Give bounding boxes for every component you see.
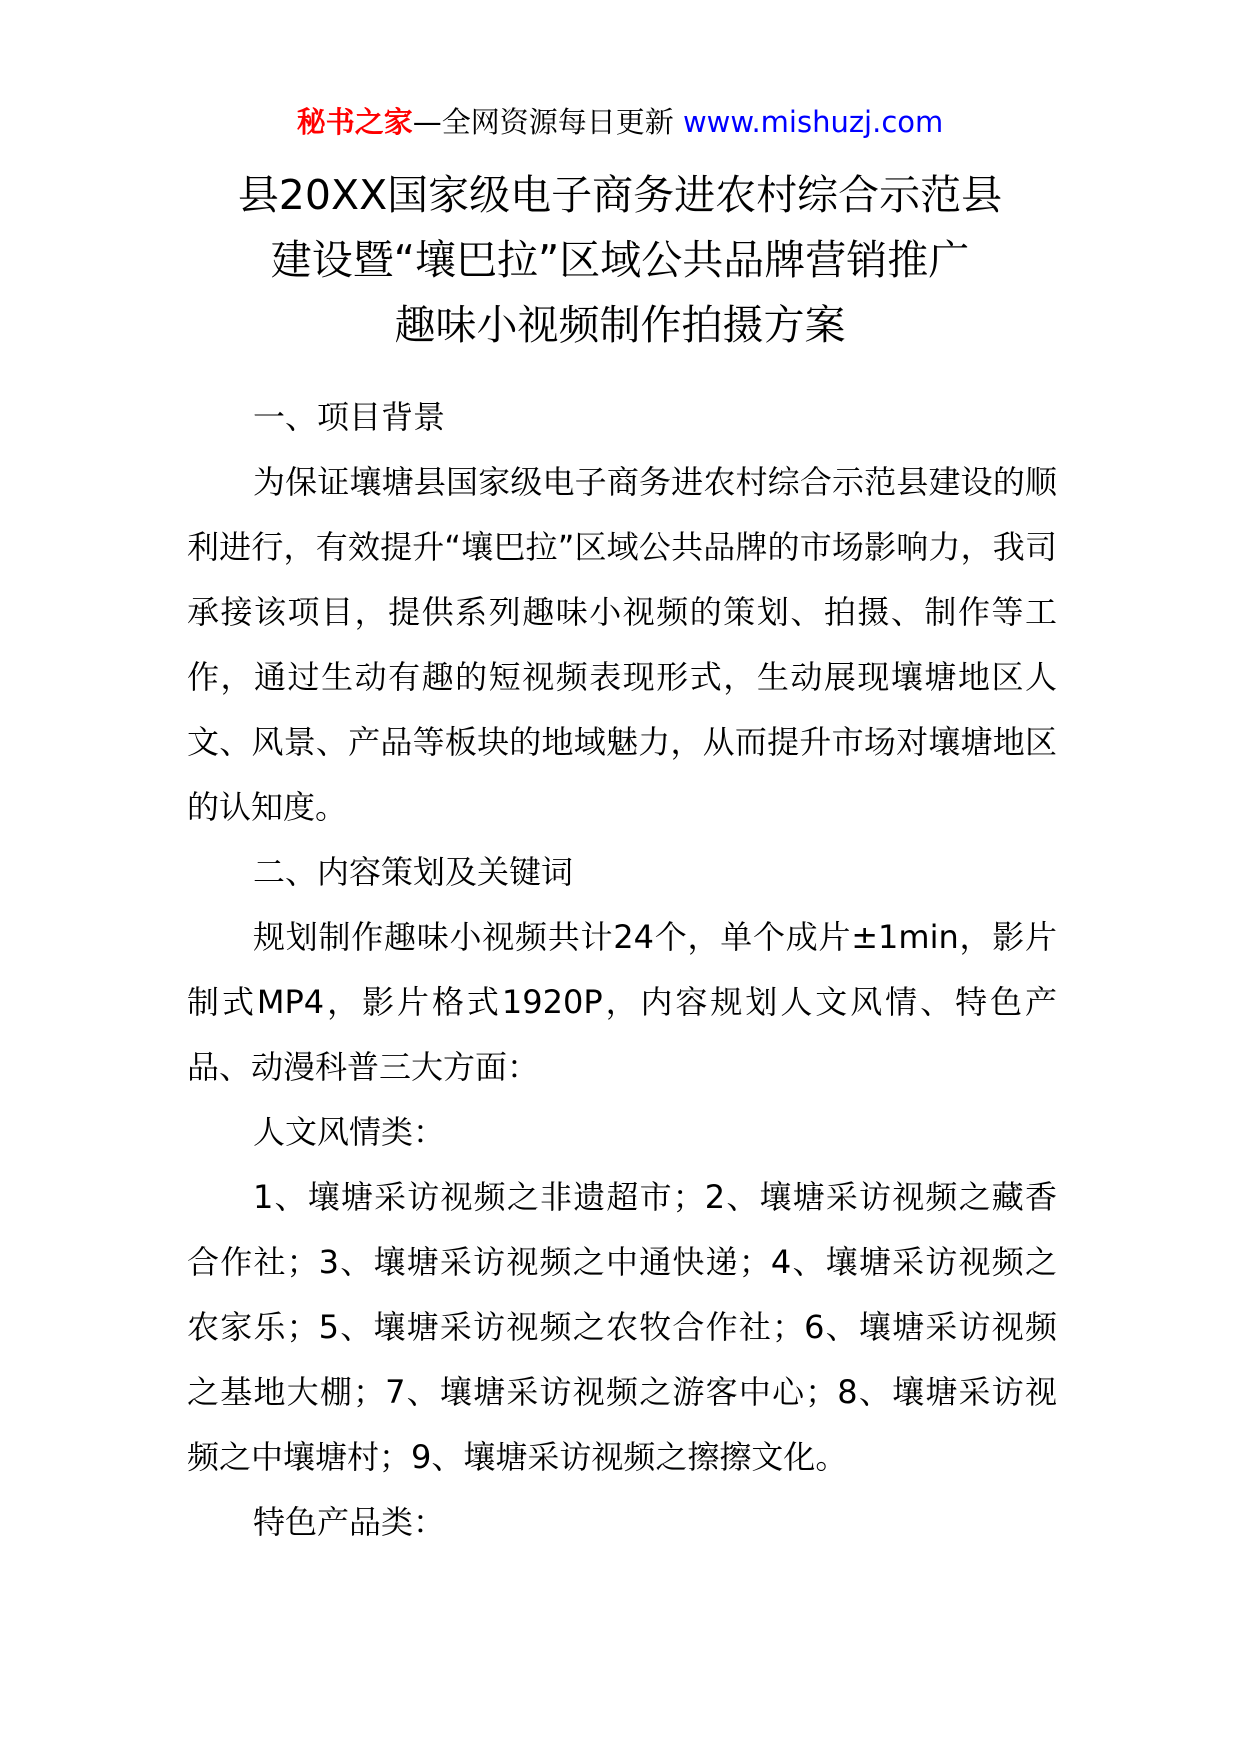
paragraph-background: 为保证壤塘县国家级电子商务进农村综合示范县建设的顺利进行，有效提升“壤巴拉”区域公共品牌的市场影响力，我司承接该项目，提供系列趣味小视频的策划、拍摄、制作等工作，通过生动有趣的短视频表现形式，生动展现壤塘地区人文、风景、产品等板块的地域魅力，从而提升市场对壤塘地区的认知度。 xyxy=(187,463,1057,826)
paragraph-culture-videos: 1、壤塘采访视频之非遗超市；2、壤塘采访视频之藏香合作社；3、壤塘采访视频之中通快递；4、壤塘采访视频之农家乐；5、壤塘采访视频之农牧合作社；6、壤塘采访视频之基地大棚；7、壤塘采访视频之游客中心；8、壤塘采访视频之中壤塘村；9、壤塘采访视频之擦擦文化。 xyxy=(187,1178,1057,1476)
page-header xyxy=(0,100,1240,144)
brand-name: 秘书之家 xyxy=(296,105,413,139)
site-url-link[interactable]: www.mishuzj.com xyxy=(682,105,944,139)
document-body xyxy=(187,385,1057,1555)
header-tagline: —全网资源每日更新 xyxy=(412,105,674,139)
document-title xyxy=(140,163,1100,358)
category-heading-culture: 人文风情类： xyxy=(253,1113,446,1151)
title-line-3: 趣味小视频制作拍摄方案 xyxy=(394,301,846,349)
title-line-2: 建设暨“壤巴拉”区域公共品牌营销推广 xyxy=(270,236,970,284)
section-heading-content-planning: 二、内容策划及关键词 xyxy=(253,853,574,891)
category-heading-products: 特色产品类： xyxy=(253,1503,446,1541)
paragraph-content-planning: 规划制作趣味小视频共计24个，单个成片±1min，影片制式MP4，影片格式1920P，内容规划人文风情、特色产品、动漫科普三大方面： xyxy=(187,918,1057,1086)
title-line-1: 县20XX国家级电子商务进农村综合示范县 xyxy=(237,171,1003,219)
section-heading-background: 一、项目背景 xyxy=(253,398,446,436)
